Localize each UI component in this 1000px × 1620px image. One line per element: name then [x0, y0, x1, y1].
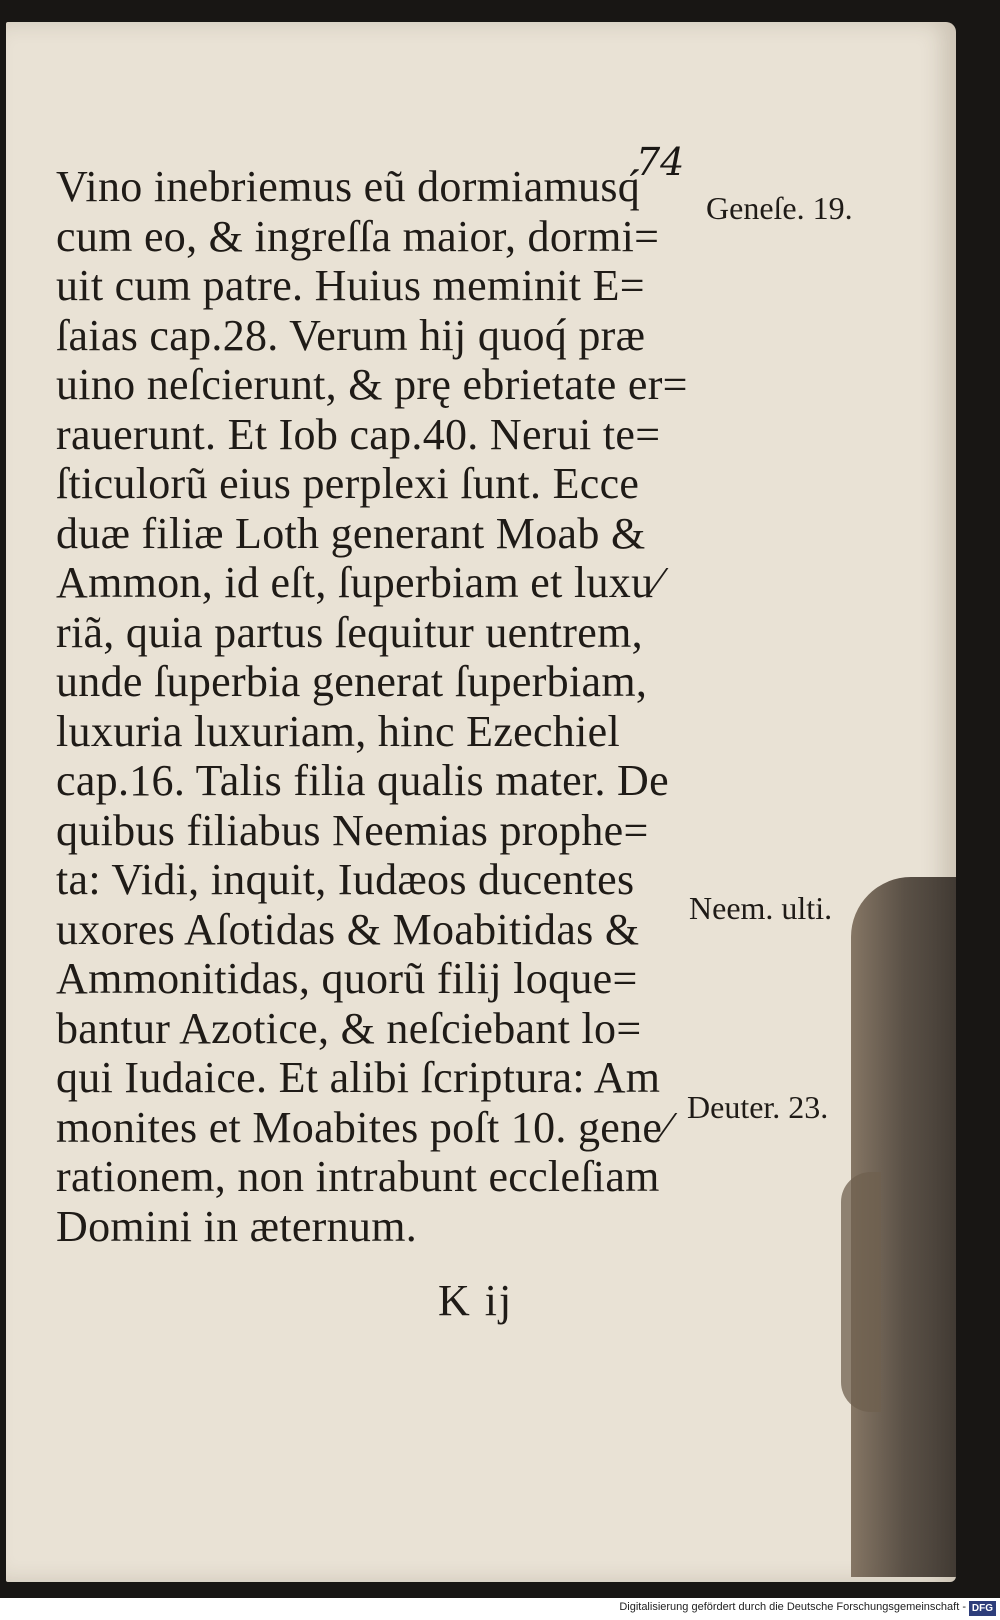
marginal-note-deuteronomy: Deuter. 23.: [687, 1089, 829, 1125]
body-text: [56, 162, 696, 1251]
text-line: qui Iudaice. Et alibi ſcriptura: Am: [56, 1053, 661, 1102]
text-line: unde ſuperbia generat ſuperbiam,: [56, 657, 648, 706]
text-line: cap.16. Talis filia qualis mater. De: [56, 756, 669, 805]
text-line: ſaias cap.28. Verum hij quoq́ præ: [56, 310, 646, 360]
text-line: cum eo, & ingreſſa maior, dormi=: [56, 211, 660, 261]
digitization-footer: [0, 1598, 1000, 1620]
text-line: riã, quia partus ſequitur uentrem,: [56, 607, 643, 657]
funding-credit: Digitalisierung gefördert durch die Deutsche Forschungsgemeinschaft -: [619, 1601, 966, 1613]
page-damage-edge: [841, 1172, 881, 1412]
text-line: Ammon, id eſt, ſuperbiam et luxu⁄: [56, 558, 662, 607]
book-page: [6, 22, 956, 1582]
text-line: uxores Aſotidas & Moabitidas &: [56, 904, 640, 954]
text-line: ſticulorũ eius perplexi ſunt. Ecce: [56, 459, 640, 508]
text-line: bantur Azotice, & neſciebant lo=: [56, 1003, 642, 1053]
text-line: uit cum patre. Huius meminit E=: [56, 261, 645, 310]
text-line: quibus filiabus Neemias prophe=: [56, 805, 649, 855]
text-line: uino neſcierunt, & prę ebrietate er=: [56, 360, 688, 409]
marginal-note-genesis: Geneſe. 19.: [706, 190, 853, 226]
page-number: 74: [636, 140, 685, 184]
text-line: luxuria luxuriam, hinc Ezechiel: [56, 706, 620, 756]
text-line: Domini in æternum.: [56, 1201, 418, 1251]
marginal-note-nehemiah: Neem. ulti.: [689, 890, 833, 926]
text-line: duæ filiæ Loth generant Moab &: [56, 508, 646, 558]
text-line: rationem, non intrabunt eccleſiam: [56, 1152, 660, 1201]
text-line: ta: Vidi, inquit, Iudæos ducentes: [56, 855, 635, 904]
text-line: rauerunt. Et Iob cap.40. Nerui te=: [56, 409, 661, 459]
signature-mark: K ij: [438, 1276, 514, 1325]
text-line: monites et Moabites poſt 10. gene⁄: [56, 1102, 670, 1152]
text-line: Vino inebriemus eũ dormiamusq́: [56, 162, 641, 211]
dfg-logo-icon: DFG: [969, 1601, 996, 1616]
text-line: Ammonitidas, quorũ filij loque=: [56, 954, 638, 1003]
